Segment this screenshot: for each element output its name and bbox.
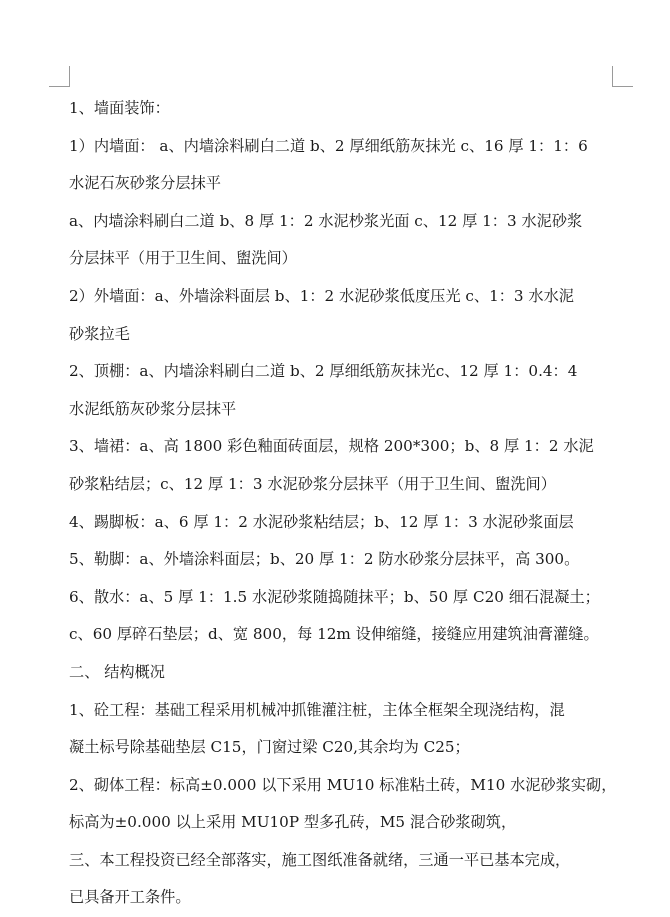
text-line: 分层抹平（用于卫生间、盥洗间） [69, 249, 297, 268]
text-line: 已具备开工条件。 [69, 888, 191, 907]
text-line: 1、砼工程：基础工程采用机械冲抓锥灌注桩，主体全框架全现浇结构，混 [69, 700, 565, 719]
text-line: 水泥纸筋灰砂浆分层抹平 [69, 399, 237, 418]
text-line: 4、踢脚板：a、6 厚 1：2 水泥砂浆粘结层；b、12 厚 1：3 水泥砂浆面层 [69, 512, 574, 531]
crop-mark-top-left [49, 66, 70, 87]
text-line: 凝土标号除基础垫层 C15，门窗过梁 C20,其余均为 C25； [69, 738, 470, 757]
text-line: 砂浆粘结层；c、12 厚 1：3 水泥砂浆分层抹平（用于卫生间、盥洗间） [69, 474, 556, 493]
text-line: 砂浆拉毛 [69, 324, 130, 343]
text-line: a、内墙涂料刷白二道 b、8 厚 1：2 水泥杪浆光面 c、12 厚 1：3 水泥砂浆 [69, 211, 583, 230]
text-line: 1）内墙面： a、内墙涂料刷白二道 b、2 厚细纸筋灰抹光 c、16 厚 1：1：6 [69, 136, 588, 155]
crop-mark-top-right [612, 66, 633, 87]
text-line: 标高为±0.000 以上采用 MU10P 型多孔砖，M5 混合砂浆砌筑， [69, 813, 517, 832]
text-line: 3、墙裙：a、高 1800 彩色釉面砖面层，规格 200*300；b、8 厚 1：2 水泥 [69, 437, 594, 456]
text-line: 6、散水：a、5 厚 1：1.5 水泥砂浆随捣随抹平；b、50 厚 C20 细石混凝土； [69, 587, 600, 606]
text-line: c、60 厚碎石垫层；d、宽 800，每 12m 设伸缩缝，接缝应用建筑油膏灌缝。 [69, 625, 599, 644]
text-line: 5、勒脚：a、外墙涂料面层；b、20 厚 1：2 防水砂浆分层抹平，高 300。 [69, 550, 580, 569]
text-line: 2、砌体工程：标高±0.000 以下采用 MU10 标准粘土砖，M10 水泥砂浆实砌， [69, 775, 617, 794]
section-heading: 二、 结构概况 [69, 662, 165, 681]
text-line: 2、顶棚：a、内墙涂料刷白二道 b、2 厚细纸筋灰抹光c、12 厚 1：0.4：4 [69, 362, 578, 381]
text-line: 三、本工程投资已经全部落实，施工图纸准备就绪，三通一平已基本完成， [69, 850, 571, 869]
document-body [69, 90, 617, 917]
text-line: 2）外墙面：a、外墙涂料面层 b、1：2 水泥砂浆低度压光 c、1：3 水水泥 [69, 286, 574, 305]
text-line: 1、墙面装饰： [69, 99, 170, 117]
text-line: 水泥石灰砂浆分层抹平 [69, 174, 221, 193]
